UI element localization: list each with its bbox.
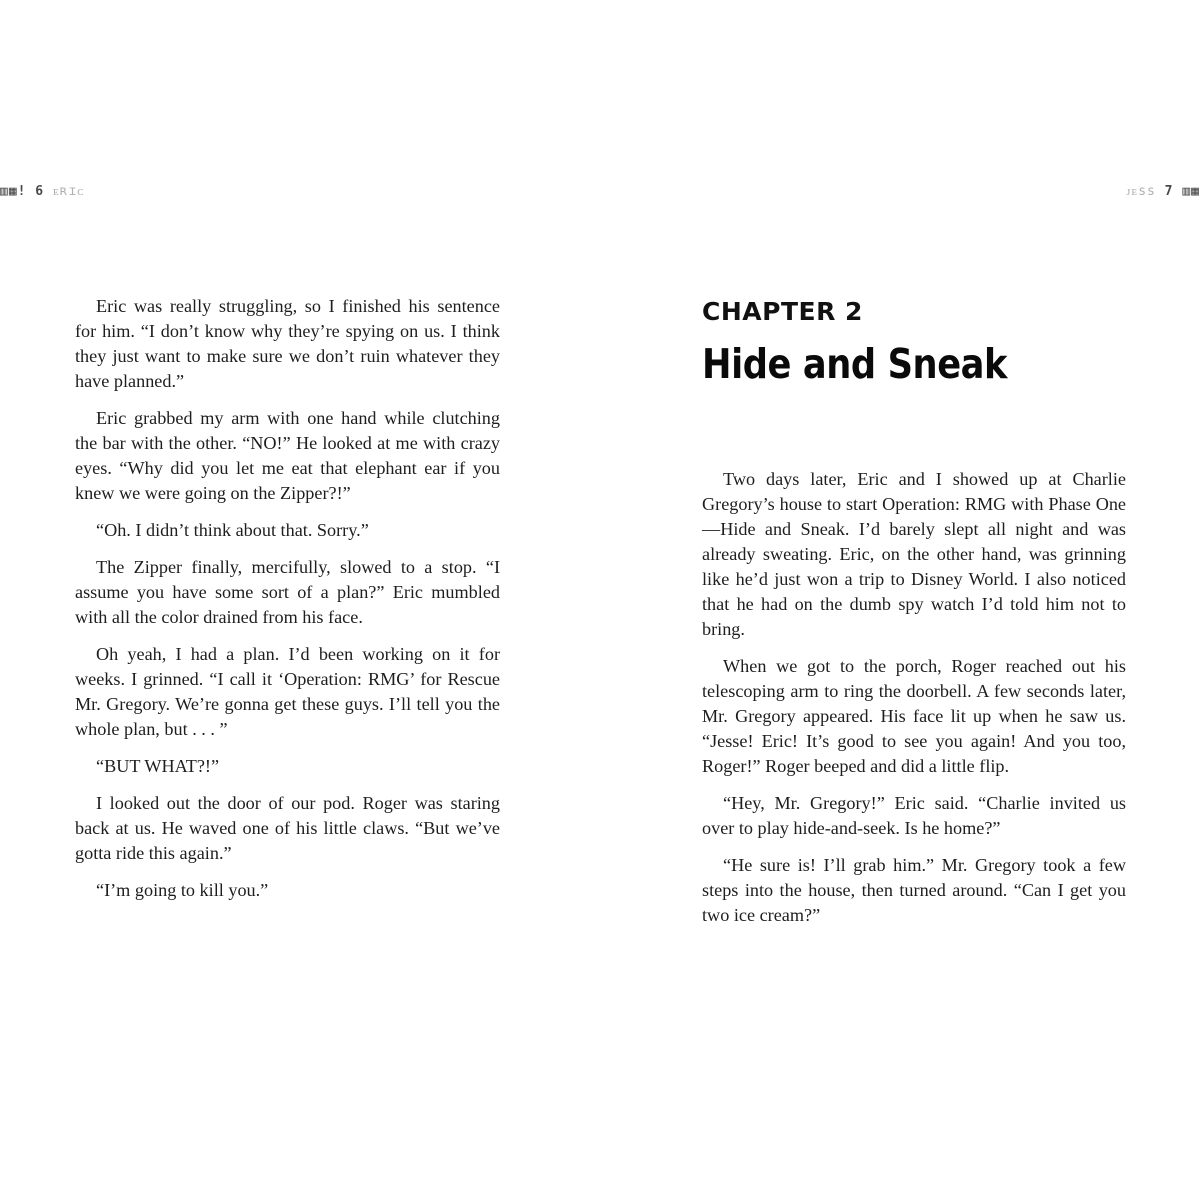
left-running-head-faded: ᴇʀɪᴄ (52, 184, 85, 199)
paragraph: “He sure is! I’ll grab him.” Mr. Gregory took a few steps into the house, then turned around. “Can I get you two ice cream?” (702, 855, 1126, 925)
paragraph: The Zipper finally, mercifully, slowed to a stop. “I assume you have some sort of a plan?” Eric mumbled with all the color drained from his face. (75, 557, 500, 627)
paragraph: When we got to the porch, Roger reached out his telescoping arm to ring the doorbell. A few seconds later, Mr. Gregory appeared. His face lit up when he saw us. “Jesse! Eric! It’s good to see you again! And you too, Roger!” Roger beeped and did a little flip. (702, 656, 1126, 776)
paragraph: I looked out the door of our pod. Roger was staring back at us. He waved one of his little claws. “But we’ve gotta ride this again.” (75, 793, 500, 863)
paragraph: Oh yeah, I had a plan. I’d been working on it for weeks. I grinned. “I call it ‘Operation: RMG’ for Rescue Mr. Gregory. We’re gonna get these guys. I’ll tell you the whole plan, but . . . ” (75, 644, 500, 739)
paragraph: “Hey, Mr. Gregory!” Eric said. “Charlie invited us over to play hide-and-seek. Is he home?” (702, 793, 1126, 838)
paragraph: “BUT WHAT?!” (96, 756, 220, 776)
right-running-head-faded: ᴊᴇss (1126, 184, 1156, 199)
chapter-title: Hide and Sneak (702, 340, 1008, 388)
paragraph: Eric grabbed my arm with one hand while clutching the bar with the other. “NO!” He looked at me with crazy eyes. “Why did you let me eat that elephant ear if you knew we were going on the Zipper?!” (75, 408, 500, 503)
right-page-body (702, 467, 1126, 940)
chapter-label: CHAPTER 2 (702, 297, 863, 326)
right-running-head (1127, 183, 1200, 199)
left-running-head-label: ▥▦! 6 (0, 184, 53, 199)
paragraph: Eric was really struggling, so I finished his sentence for him. “I don’t know why they’re spying on us. I think they just want to make sure we don’t ruin whatever they have planned.” (75, 296, 500, 391)
left-running-head (0, 183, 85, 199)
right-running-head-label: 7 ▥▦ (1155, 184, 1200, 199)
paragraph: Two days later, Eric and I showed up at Charlie Gregory’s house to start Operation: RMG with Phase One—Hide and Sneak. I’d barely slept all night and was already sweating. Eric, on the other hand, was grinning like he’d just won a trip to Disney World. I also noticed that he had on the dumb spy watch I’d told him not to bring. (702, 469, 1126, 639)
left-page-body (75, 294, 500, 915)
paragraph: “I’m going to kill you.” (96, 880, 269, 900)
paragraph: “Oh. I didn’t think about that. Sorry.” (96, 520, 369, 540)
